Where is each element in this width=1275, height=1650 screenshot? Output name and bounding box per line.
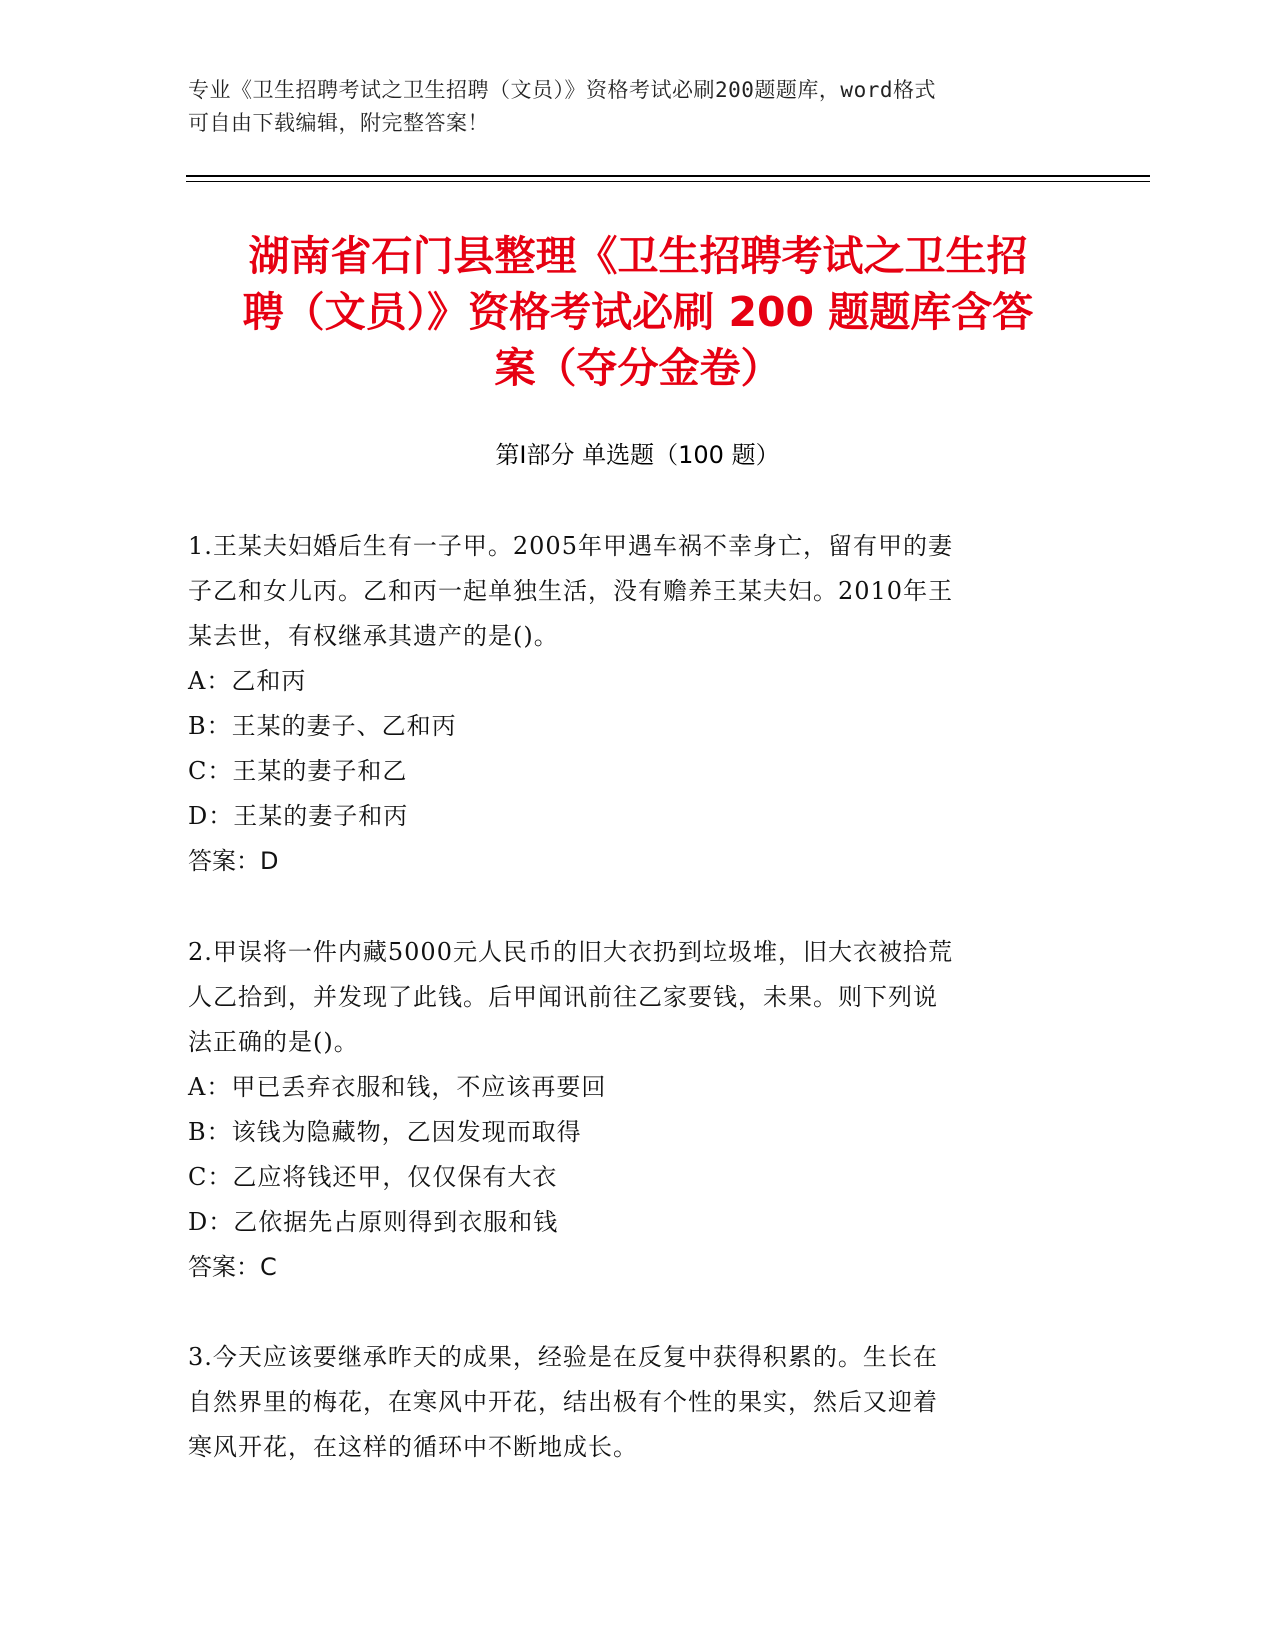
stem-line: 自然界里的梅花，在寒风中开花，结出极有个性的果实，然后又迎着 — [188, 1388, 938, 1416]
option-c: C：王某的妻子和乙 — [188, 757, 408, 785]
option-b: B：该钱为隐藏物，乙因发现而取得 — [188, 1118, 582, 1146]
stem-line: 3.今天应该要继承昨天的成果，经验是在反复中获得积累的。生长在 — [188, 1343, 938, 1371]
question-2 — [188, 930, 1088, 1290]
header-note-line: 可自由下载编辑，附完整答案！ — [188, 111, 489, 135]
stem-line: 寒风开花，在这样的循环中不断地成长。 — [188, 1433, 638, 1461]
question-1 — [188, 524, 1088, 884]
header-divider-thin — [186, 181, 1150, 182]
section-heading: 第Ⅰ部分 单选题（100 题） — [495, 441, 780, 469]
question-stem — [188, 524, 1088, 659]
option-d: D：乙依据先占原则得到衣服和钱 — [188, 1208, 559, 1236]
question-stem — [188, 1335, 1088, 1470]
stem-line: 2.甲误将一件内藏5000元人民币的旧大衣扔到垃圾堆，旧大衣被拾荒 — [188, 938, 953, 966]
stem-line: 子乙和女儿丙。乙和丙一起单独生活，没有赡养王某夫妇。2010年王 — [188, 577, 954, 605]
option-a: A：乙和丙 — [188, 667, 307, 695]
option-d: D：王某的妻子和丙 — [188, 802, 409, 830]
title-line: 案（夺分金卷） — [494, 344, 782, 392]
header-divider — [186, 175, 1150, 177]
header-note — [188, 74, 1058, 140]
stem-line: 法正确的是()。 — [188, 1028, 359, 1056]
question-stem — [188, 930, 1088, 1065]
title-line: 湖南省石门县整理《卫生招聘考试之卫生招 — [248, 232, 1028, 280]
option-c: C：乙应将钱还甲，仅仅保有大衣 — [188, 1163, 558, 1191]
header-note-line: 专业《卫生招聘考试之卫生招聘（文员）》资格考试必刷200题题库，word格式 — [188, 78, 936, 102]
stem-line: 某去世，有权继承其遗产的是()。 — [188, 622, 559, 650]
answer: 答案：C — [188, 1253, 277, 1281]
title-line: 聘（文员）》资格考试必刷 200 题题库含答 — [242, 288, 1034, 336]
option-a: A：甲已丢弃衣服和钱，不应该再要回 — [188, 1073, 607, 1101]
stem-line: 人乙拾到，并发现了此钱。后甲闻讯前往乙家要钱，未果。则下列说 — [188, 983, 938, 1011]
question-3 — [188, 1335, 1088, 1470]
option-b: B：王某的妻子、乙和丙 — [188, 712, 457, 740]
answer: 答案：D — [188, 847, 279, 875]
document-title — [160, 228, 1116, 396]
stem-line: 1.王某夫妇婚后生有一子甲。2005年甲遇车祸不幸身亡，留有甲的妻 — [188, 532, 953, 560]
